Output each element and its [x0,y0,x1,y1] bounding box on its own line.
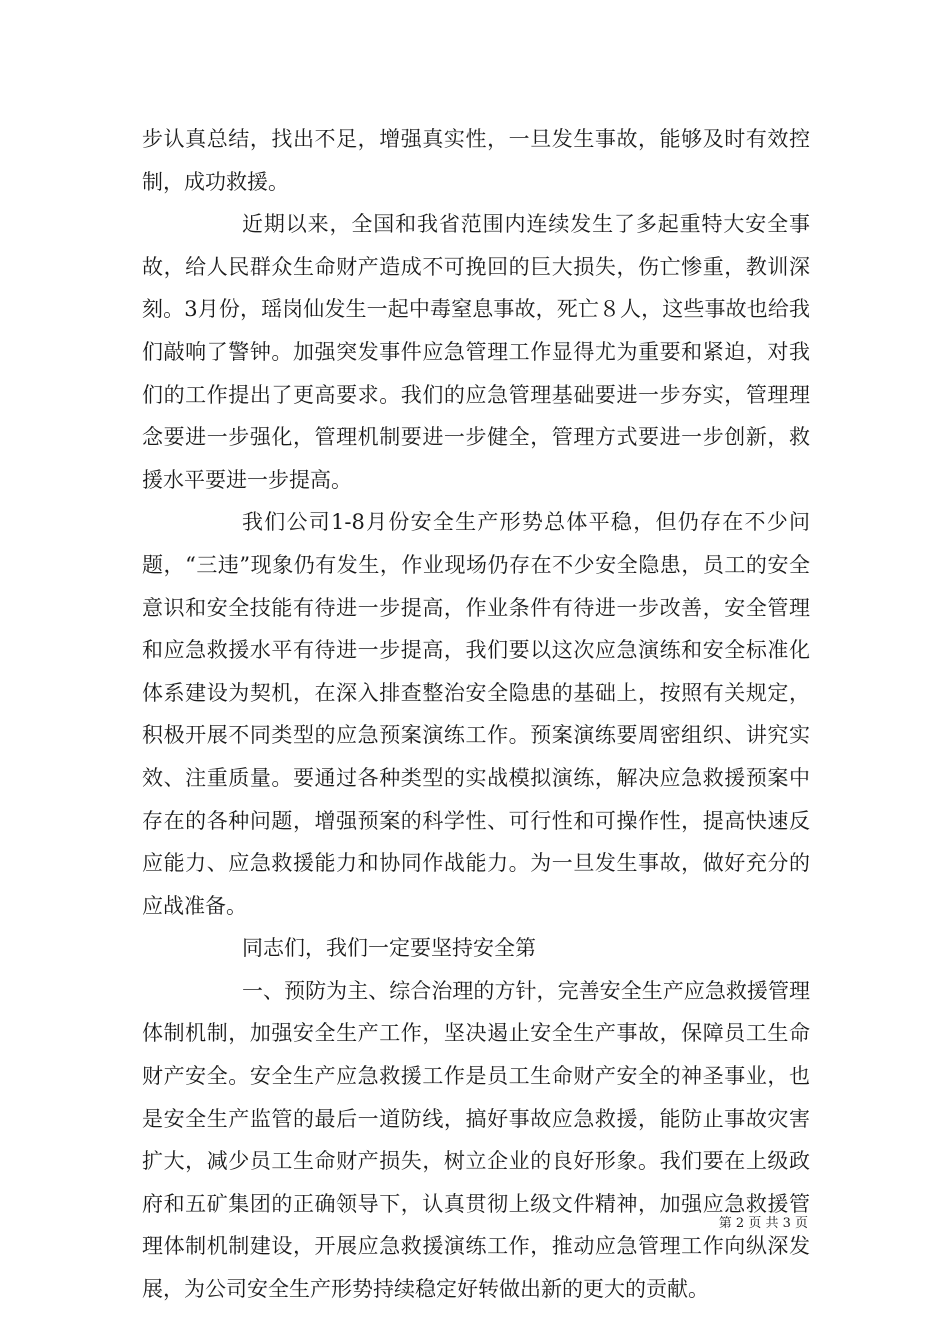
paragraph-4: 同志们，我们一定要坚持安全第 [242,936,536,961]
paragraph-3: 我们公司1-8月份安全生产形势总体平稳，但仍存在不少问题，“三违”现象仍有发生，作业现场仍存在不少安全隐患，员工的安全意识和安全技能有待进一步提高，作业条件有待进一步改善，安全管理和应急救援水平有待进一步提高，我们要以这次应急演练和安全标准化体系建设为契机，在深入排查整治安全隐患的基础上，按照有关规定，积极开展不同类型的应急预案演练工作。预案演练要周密组织、讲究实效、注重质量。要通过各种类型的实战模拟演练，解决应急救援预案中存在的各种问题，增强预案的科学性、可行性和可操作性，提高快速反应能力、应急救援能力和协同作战能力。为一旦发生事故，做好充分的应战准备。 [142,510,810,918]
paragraph-1: 步认真总结，找出不足，增强真实性，一旦发生事故，能够及时有效控制，成功救援。 [142,127,810,194]
page-number-footer: 第 2 页 共 3 页 [718,1216,808,1231]
paragraph-5: 一、预防为主、综合治理的方针，完善安全生产应急救援管理体制机制，加强安全生产工作，坚决遏止安全生产事故，保障员工生命财产安全。安全生产应急救援工作是员工生命财产安全的神圣事业，也是安全生产监管的最后一道防线，搞好事故应急救援，能防止事故灾害扩大，减少员工生命财产损失，树立企业的良好形象。我们要在上级政府和五矿集团的正确领导下，认真贯彻上级文件精神，加强应急救援管理体制机制建设，开展应急救援演练工作，推动应急管理工作向纵深发展，为公司安全生产形势持续稳定好转做出新的更大的贡献。 [142,978,810,1302]
document-body [142,118,810,1311]
paragraph-2: 近期以来，全国和我省范围内连续发生了多起重特大安全事故，给人民群众生命财产造成不可挽回的巨大损失，伤亡惨重，教训深刻。3月份，瑶岗仙发生一起中毒窒息事故，死亡８人，这些事故也给我们敲响了警钟。加强突发事件应急管理工作显得尤为重要和紧迫，对我们的工作提出了更高要求。我们的应急管理基础要进一步夯实，管理理念要进一步强化，管理机制要进一步健全，管理方式要进一步创新，救援水平要进一步提高。 [142,212,810,492]
